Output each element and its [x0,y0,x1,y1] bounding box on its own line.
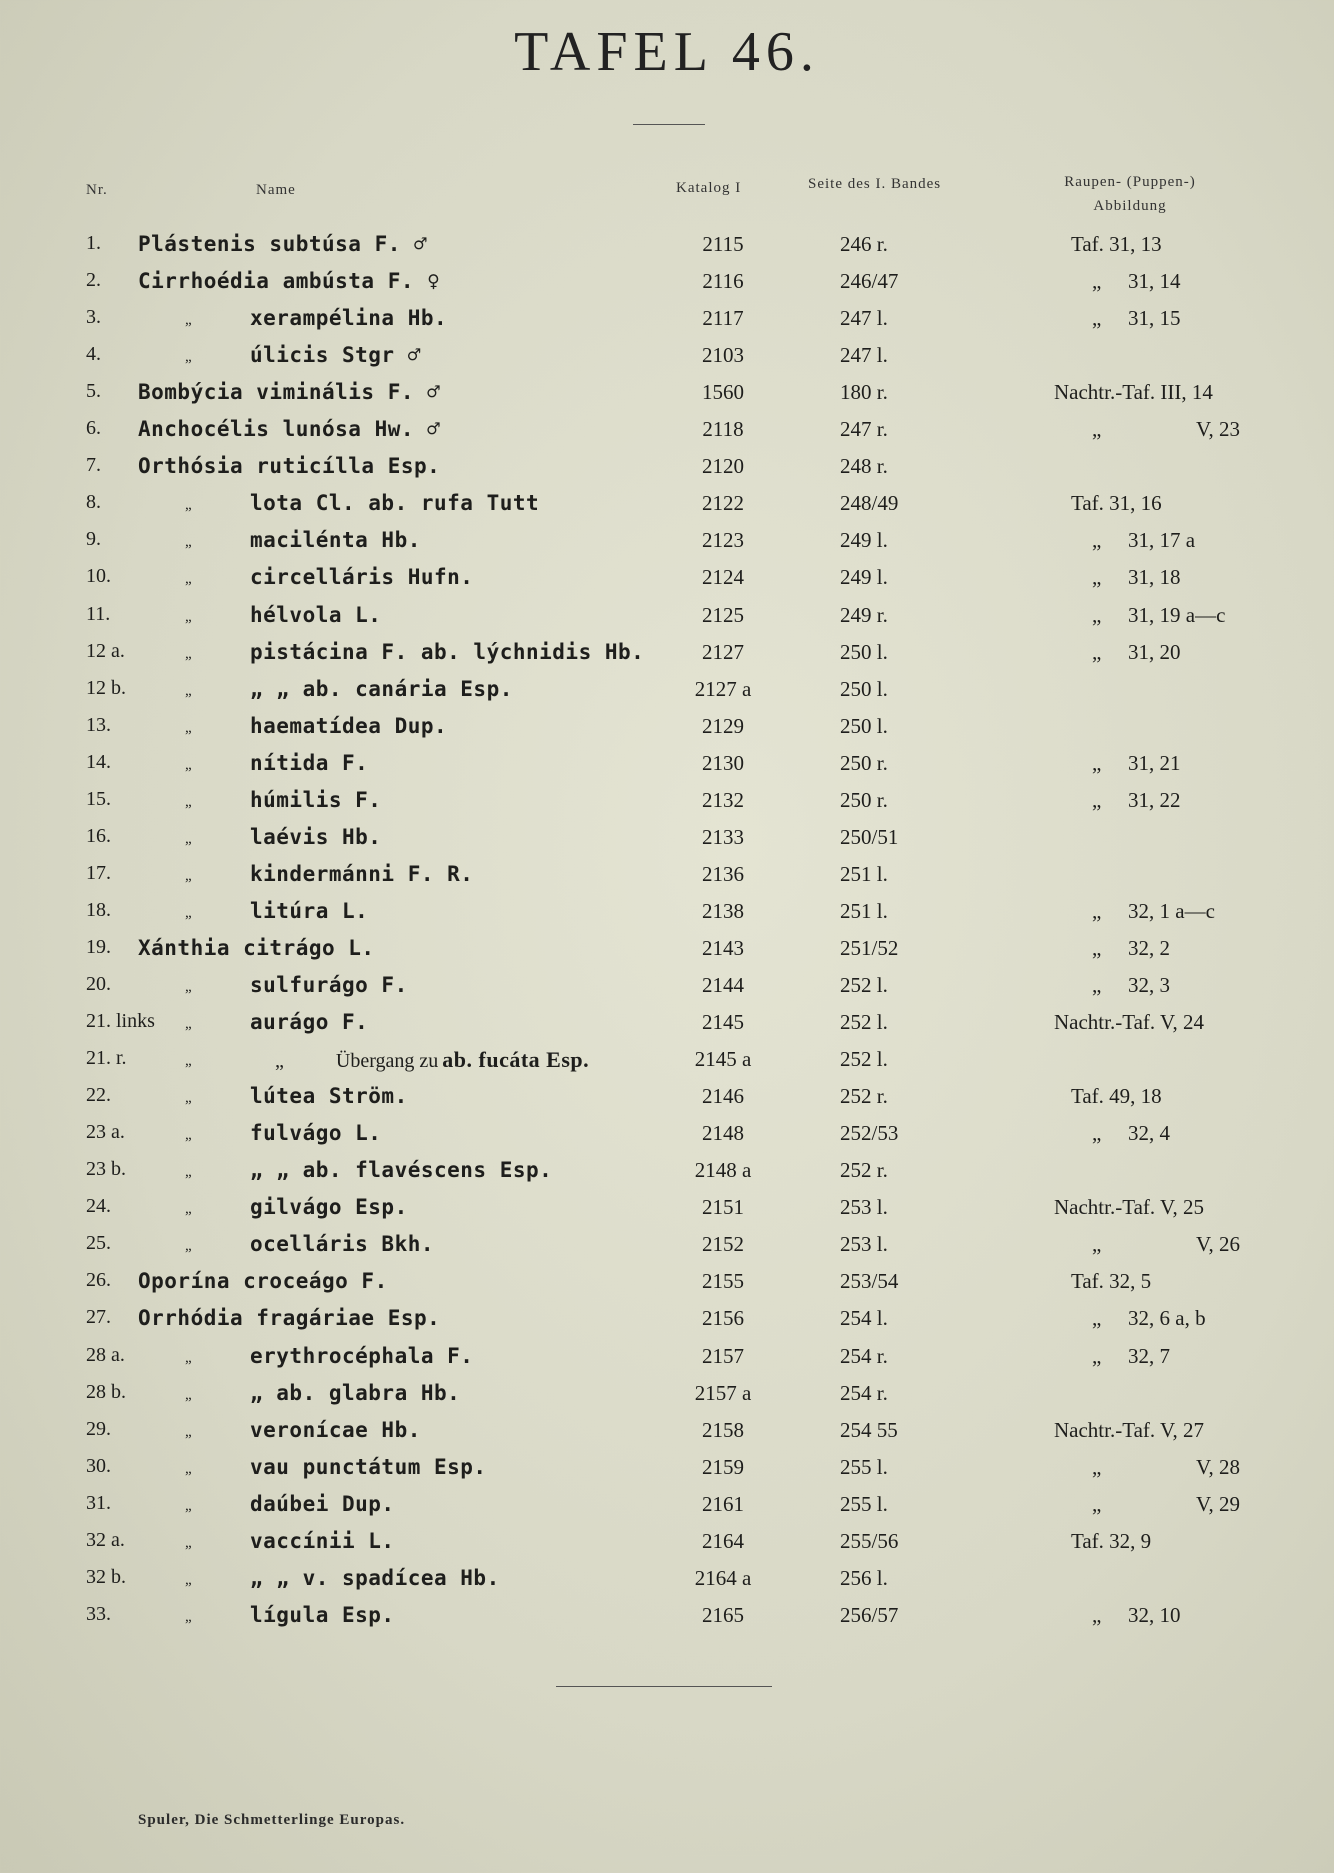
header-raupen-line2: Abbildung [1093,198,1167,214]
katalog-number: 2127 a [694,676,752,701]
katalog-number: 2122 [702,491,744,516]
table-row [0,1121,1334,1157]
abbildung-ditto: „ [1092,898,1102,923]
katalog-number: 2156 [702,1306,744,1331]
katalog-number: 1560 [702,380,744,405]
seite-ref: 247 r. [840,417,888,442]
abbildung-ditto: „ [1092,1454,1102,1479]
row-number: 27. [86,1306,111,1329]
row-number: 15. [86,787,111,810]
abbildung-ref: Nachtr.-Taf. V, 24 [1054,1010,1204,1035]
species-name: hélvola L. [250,602,382,627]
ditto-mark: „ [185,1497,192,1514]
row-number: 11. [86,602,111,625]
katalog-number: 2129 [702,713,744,738]
row-number: 30. [86,1454,111,1477]
abbildung-ref: 32, 6 a, b [1128,1306,1206,1331]
ditto-mark: „ [185,756,192,773]
seite-ref: 251 l. [840,861,888,886]
species-name: fulvágo L. [250,1121,382,1146]
row-number: 13. [86,713,111,736]
seite-ref: 253 l. [840,1232,888,1257]
seite-ref: 250/51 [840,824,899,849]
abbildung-ditto: „ [1092,528,1102,553]
header-raupen [1030,170,1230,218]
species-name: veronícae Hb. [250,1417,421,1442]
seite-ref: 255 l. [840,1491,888,1516]
ditto-mark: „ [185,1164,192,1181]
page-title: TAFEL 46. [514,21,820,83]
header-seite: Seite des I. Bandes [808,176,942,192]
seite-ref: 252 l. [840,1010,888,1035]
abbildung-ref: 31, 22 [1128,787,1181,812]
row-number: 19. [86,935,111,958]
row-number: 25. [86,1232,111,1255]
ditto-mark: „ [185,1349,192,1366]
katalog-number: 2151 [702,1195,744,1220]
row-number: 26. [86,1269,111,1292]
abbildung-ditto: „ [1092,750,1102,775]
ditto-mark: „ [185,1386,192,1403]
ditto-mark: „ [185,571,192,588]
species-name: laévis Hb. [250,824,382,849]
species-name-aberration: ab. fucáta Esp. [442,1047,590,1073]
katalog-number: 2157 a [694,1380,752,1405]
seite-ref: 248/49 [840,491,899,516]
ditto-mark: „ [185,793,192,810]
abbildung-ditto: „ [1092,417,1102,442]
row-number: 21. links [86,1010,155,1033]
seite-ref: 246 r. [840,232,888,256]
katalog-number: 2120 [702,454,744,479]
table-row [0,380,1334,416]
species-name: kindermánni F. R. [250,861,474,886]
species-name: xerampélina Hb. [250,306,448,331]
ditto-mark: „ [185,682,192,699]
species-name: gilvágo Esp. [250,1195,408,1220]
header-katalog: Katalog I [676,180,742,196]
table-row [0,565,1334,601]
seite-ref: 250 l. [840,639,888,664]
species-name: „ „ ab. flavéscens Esp. [250,1158,553,1183]
species-name: Oporína croceágo F. [138,1269,388,1294]
species-name: Plástenis subtúsa F. ♂ [138,232,428,256]
row-number: 10. [86,565,111,588]
seite-ref: 248 r. [840,454,888,479]
katalog-number: 2136 [702,861,744,886]
species-name: Cirrhoédia ambústa F. ♀ [138,269,441,294]
seite-ref: 251 l. [840,898,888,923]
ditto-mark: „ [185,867,192,884]
katalog-number: 2157 [702,1343,744,1368]
katalog-number: 2161 [702,1491,744,1516]
row-number: 32 a. [86,1528,125,1551]
abbildung-ref: Taf. 49, 18 [1071,1084,1162,1109]
row-number: 24. [86,1195,111,1218]
table-row [0,751,1334,787]
ditto-mark: „ [185,349,192,366]
species-name-ditto: „ [275,1050,284,1073]
ditto-mark: „ [185,1423,192,1440]
abbildung-ditto: „ [1092,787,1102,812]
seite-ref: 247 l. [840,306,888,331]
katalog-number: 2133 [702,824,744,849]
seite-ref: 253 l. [840,1195,888,1220]
ditto-mark: „ [185,534,192,551]
ditto-mark: „ [185,719,192,736]
abbildung-ref: Taf. 31, 13 [1071,232,1162,256]
katalog-number: 2159 [702,1454,744,1479]
abbildung-ref: 32, 3 [1128,973,1170,997]
seite-ref: 246/47 [840,269,899,294]
katalog-number: 2138 [702,898,744,923]
abbildung-ditto: „ [1092,1121,1102,1146]
abbildung-ref: Taf. 31, 16 [1071,491,1162,516]
species-name: Orrhódia fragáriae Esp. [138,1306,441,1331]
species-name: „ „ ab. canária Esp. [250,676,513,701]
abbildung-ditto: „ [1092,935,1102,960]
ditto-mark: „ [185,1090,192,1107]
table-row [0,1344,1334,1380]
row-number: 3. [86,306,101,329]
table-row [0,1232,1334,1268]
seite-ref: 249 l. [840,565,888,590]
row-number: 9. [86,528,101,551]
seite-ref: 256/57 [840,1602,899,1627]
katalog-number: 2164 a [694,1565,752,1590]
species-name: aurágo F. [250,1010,369,1035]
katalog-number: 2125 [702,602,744,627]
table-row [0,788,1334,824]
abbildung-ref: Nachtr.-Taf. V, 27 [1054,1417,1204,1442]
table-row [0,603,1334,639]
species-name: lútea Ström. [250,1084,408,1109]
table-row [0,1418,1334,1454]
species-name: ocelláris Bkh. [250,1232,435,1257]
abbildung-ref: Taf. 32, 9 [1071,1528,1152,1553]
species-name [275,1047,589,1073]
row-number: 4. [86,343,101,366]
table-row [0,1010,1334,1046]
abbildung-ref: Nachtr.-Taf. V, 25 [1054,1195,1204,1220]
abbildung-ref: V, 28 [1196,1454,1240,1479]
table-row [0,1529,1334,1565]
ditto-mark: „ [185,904,192,921]
abbildung-ditto: „ [1092,1232,1102,1257]
table-row [0,1566,1334,1602]
seite-ref: 250 r. [840,750,888,775]
table-row [0,269,1334,305]
abbildung-ref: Nachtr.-Taf. III, 14 [1054,380,1213,405]
ditto-mark: „ [185,1127,192,1144]
header-name: Name [256,182,296,198]
header-nr: Nr. [86,182,108,198]
katalog-number: 2164 [702,1528,744,1553]
table-row [0,973,1334,1009]
table-row [0,417,1334,453]
katalog-number: 2118 [702,417,744,442]
katalog-number: 2146 [702,1084,744,1109]
row-number: 12 b. [86,676,126,699]
katalog-number: 2145 [702,1010,744,1035]
katalog-number: 2165 [702,1602,744,1627]
row-number: 1. [86,232,101,254]
species-name: haematídea Dup. [250,713,448,738]
seite-ref: 255/56 [840,1528,899,1553]
table-row [0,714,1334,750]
seite-ref: 254 55 [840,1417,898,1442]
top-divider [633,124,705,125]
abbildung-ref: 31, 17 a [1128,528,1196,553]
seite-ref: 254 l. [840,1306,888,1331]
table-row [0,1269,1334,1305]
species-name: circelláris Hufn. [250,565,474,590]
katalog-number: 2124 [702,565,744,590]
table-row [0,1381,1334,1417]
seite-ref: 254 r. [840,1343,888,1368]
row-number: 6. [86,417,101,440]
ditto-mark: „ [185,1016,192,1033]
abbildung-ref: 32, 1 a—c [1128,898,1215,923]
species-name: Bombýcia viminális F. ♂ [138,380,441,405]
header-raupen-line1: Raupen- (Puppen-) [1064,174,1196,190]
abbildung-ref: Taf. 32, 5 [1071,1269,1152,1294]
species-name-transition: Übergang zu [335,1050,439,1073]
katalog-number: 2143 [702,935,744,960]
ditto-mark: „ [185,312,192,329]
seite-ref: 252 l. [840,973,888,997]
table-row [0,1158,1334,1194]
katalog-number: 2145 a [694,1047,752,1072]
katalog-number: 2123 [702,528,744,553]
katalog-number: 2127 [702,639,744,664]
abbildung-ref: 31, 18 [1128,565,1181,590]
katalog-number: 2148 a [694,1158,752,1183]
row-number: 28 b. [86,1380,126,1403]
abbildung-ditto: „ [1092,639,1102,664]
row-number: 33. [86,1602,111,1625]
table-row [0,640,1334,676]
row-number: 14. [86,750,111,773]
seite-ref: 249 r. [840,602,888,627]
seite-ref: 252/53 [840,1121,899,1146]
katalog-number: 2132 [702,787,744,812]
species-name: húmilis F. [250,787,382,812]
ditto-mark: „ [185,1571,192,1588]
table-row [0,1195,1334,1231]
abbildung-ref: V, 26 [1196,1232,1240,1257]
abbildung-ditto: „ [1092,1343,1102,1368]
abbildung-ditto: „ [1092,269,1102,294]
abbildung-ref: 32, 7 [1128,1343,1170,1368]
table-row [0,1306,1334,1342]
row-number: 22. [86,1084,111,1107]
abbildung-ref: 31, 15 [1128,306,1181,331]
species-name: vau punctátum Esp. [250,1454,487,1479]
row-number: 17. [86,861,111,884]
abbildung-ditto: „ [1092,973,1102,997]
ditto-mark: „ [185,645,192,662]
row-number: 2. [86,269,101,292]
table-row [0,936,1334,972]
seite-ref: 247 l. [840,343,888,368]
species-name: nítida F. [250,750,369,775]
table-row [0,343,1334,379]
katalog-number: 2103 [702,343,744,368]
species-name: „ „ v. spadícea Hb. [250,1565,500,1590]
abbildung-ditto: „ [1092,565,1102,590]
ditto-mark: „ [185,1534,192,1551]
seite-ref: 254 r. [840,1380,888,1405]
table-row [0,1047,1334,1083]
katalog-number: 2155 [702,1269,744,1294]
abbildung-ref: 32, 4 [1128,1121,1170,1146]
species-name: lota Cl. ab. rufa Tutt [250,491,540,516]
seite-ref: 252 r. [840,1084,888,1109]
table-row [0,825,1334,861]
row-number: 8. [86,491,101,514]
katalog-number: 2148 [702,1121,744,1146]
abbildung-ref: 31, 20 [1128,639,1181,664]
page-footer: Spuler, Die Schmetterlinge Europas. [138,1812,406,1828]
seite-ref: 253/54 [840,1269,899,1294]
seite-ref: 249 l. [840,528,888,553]
row-number: 23 b. [86,1158,126,1181]
row-number: 16. [86,824,111,847]
species-name: pistácina F. ab. lýchnidis Hb. [250,639,645,664]
abbildung-ditto: „ [1092,602,1102,627]
katalog-number: 2115 [702,232,744,256]
table-row [0,862,1334,898]
table-row [0,1603,1334,1639]
katalog-number: 2117 [702,306,744,331]
seite-ref: 250 l. [840,676,888,701]
row-number: 18. [86,898,111,921]
ditto-mark: „ [185,1238,192,1255]
katalog-number: 2130 [702,750,744,775]
katalog-number: 2158 [702,1417,744,1442]
species-name: lígula Esp. [250,1602,395,1627]
species-name: úlicis Stgr ♂ [250,343,421,368]
ditto-mark: „ [185,1460,192,1477]
species-name: Anchocélis lunósa Hw. ♂ [138,417,441,442]
abbildung-ref: 32, 10 [1128,1602,1181,1627]
table-row [0,232,1334,268]
katalog-number: 2152 [702,1232,744,1257]
seite-ref: 252 r. [840,1158,888,1183]
row-number: 5. [86,380,101,403]
table-row [0,1455,1334,1491]
row-number: 12 a. [86,639,125,662]
ditto-mark: „ [185,830,192,847]
table-row [0,528,1334,564]
ditto-mark: „ [185,497,192,514]
abbildung-ref: V, 29 [1196,1491,1240,1516]
bottom-divider [556,1686,772,1687]
abbildung-ref: 32, 2 [1128,935,1170,960]
species-name: litúra L. [250,898,369,923]
row-number: 20. [86,973,111,995]
row-number: 28 a. [86,1343,125,1366]
abbildung-ref: 31, 21 [1128,750,1181,775]
abbildung-ditto: „ [1092,306,1102,331]
ditto-mark: „ [185,608,192,625]
katalog-number: 2116 [702,269,744,294]
species-name: vaccínii L. [250,1528,395,1553]
table-row [0,899,1334,935]
abbildung-ditto: „ [1092,1602,1102,1627]
species-name: macilénta Hb. [250,528,421,553]
row-number: 31. [86,1491,111,1514]
abbildung-ditto: „ [1092,1306,1102,1331]
table-row [0,454,1334,490]
ditto-mark: „ [185,1053,192,1070]
species-name: daúbei Dup. [250,1491,395,1516]
species-name: „ ab. glabra Hb. [250,1380,461,1405]
seite-ref: 256 l. [840,1565,888,1590]
seite-ref: 180 r. [840,380,888,405]
seite-ref: 255 l. [840,1454,888,1479]
abbildung-ref: V, 23 [1196,417,1240,442]
species-name: Orthósia ruticílla Esp. [138,454,441,479]
seite-ref: 250 r. [840,787,888,812]
table-row [0,1492,1334,1528]
row-number: 32 b. [86,1565,126,1588]
species-name: erythrocéphala F. [250,1343,474,1368]
katalog-number: 2144 [702,973,744,997]
abbildung-ref: 31, 14 [1128,269,1181,294]
seite-ref: 250 l. [840,713,888,738]
species-name: sulfurágo F. [250,973,408,997]
row-number: 7. [86,454,101,477]
table-row [0,1084,1334,1120]
abbildung-ref: 31, 19 a—c [1128,602,1226,627]
species-name: Xánthia citrágo L. [138,935,375,960]
seite-ref: 251/52 [840,935,899,960]
row-number: 23 a. [86,1121,125,1144]
row-number: 21. r. [86,1047,127,1070]
ditto-mark: „ [185,1201,192,1218]
abbildung-ditto: „ [1092,1491,1102,1516]
row-number: 29. [86,1417,111,1440]
ditto-mark: „ [185,979,192,995]
table-row [0,306,1334,342]
table-row [0,491,1334,527]
seite-ref: 252 l. [840,1047,888,1072]
table-row [0,677,1334,713]
ditto-mark: „ [185,1608,192,1625]
